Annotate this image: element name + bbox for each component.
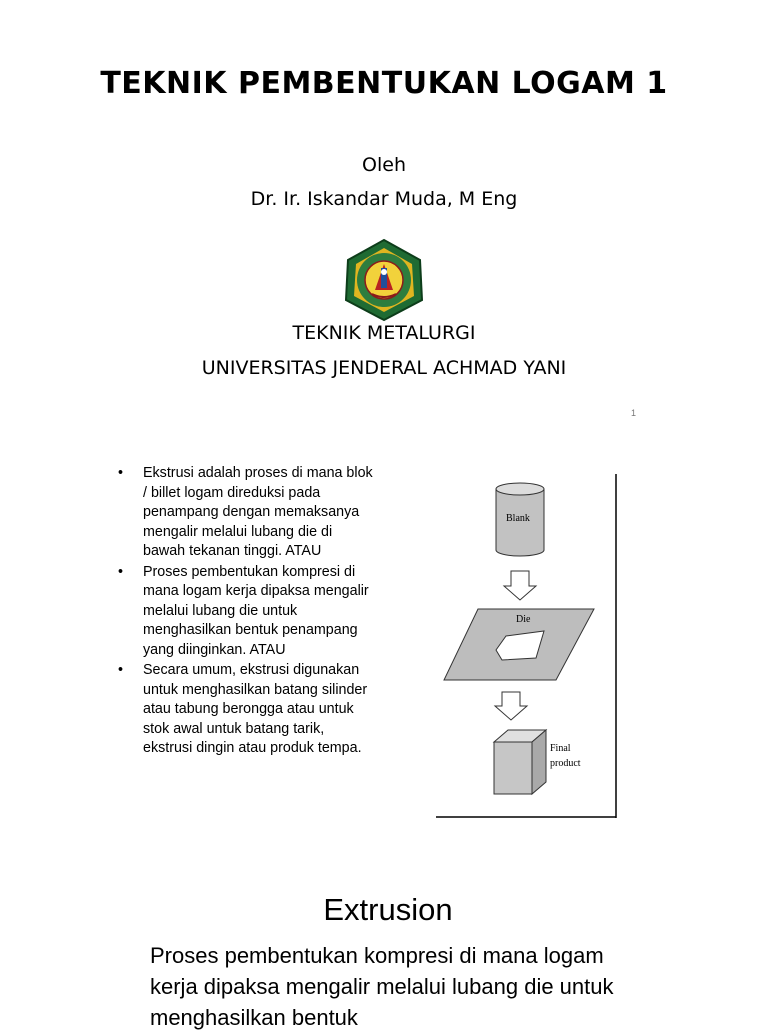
bullet-symbol: • bbox=[118, 563, 124, 580]
university-logo bbox=[342, 238, 426, 322]
down-arrow-icon bbox=[495, 692, 527, 720]
bullet-text: Ekstrusi adalah proses di mana blok / billet logam direduksi pada penampang dengan memaksanya mengalir melalui lubang die di bawah tekanan tinggi. ATAU bbox=[143, 465, 373, 559]
bullet-text: Proses pembentukan kompresi di mana logam kerja dipaksa mengalir melalui lubang die untuk menghasilkan bentuk penampang yang diinginkan. ATAU bbox=[143, 563, 369, 658]
page-number: 1 bbox=[631, 408, 637, 418]
bullet-text: Secara umum, ekstrusi digunakan untuk menghasilkan batang silinder atau tabung berongga atau untuk stok awal untuk batang tarik, ekstrusi dingin atau produk tempa. bbox=[143, 662, 368, 756]
bullet-symbol: • bbox=[118, 465, 124, 481]
section-heading: Extrusion bbox=[323, 892, 453, 927]
list-item bbox=[118, 563, 373, 661]
department-name: TEKNIK METALURGI bbox=[292, 322, 476, 344]
down-arrow-icon bbox=[504, 571, 536, 600]
extrusion-diagram bbox=[436, 474, 618, 820]
body-paragraph: Proses pembentukan kompresi di mana logam kerja dipaksa mengalir melalui lubang die untuk menghasilkan bentuk bbox=[150, 943, 614, 1030]
author-name: Dr. Ir. Iskandar Muda, M Eng bbox=[250, 188, 518, 210]
by-label: Oleh bbox=[362, 154, 406, 176]
list-item bbox=[118, 464, 373, 562]
die-label: Die bbox=[516, 614, 531, 625]
bullet-list bbox=[118, 464, 373, 760]
final-product-icon bbox=[494, 730, 546, 794]
blank-label: Blank bbox=[506, 513, 530, 524]
university-name: UNIVERSITAS JENDERAL ACHMAD YANI bbox=[201, 357, 567, 379]
final-label-line2: product bbox=[550, 758, 581, 769]
bullet-symbol: • bbox=[118, 662, 124, 678]
list-item bbox=[118, 661, 373, 759]
slide-title: TEKNIK PEMBENTUKAN LOGAM 1 bbox=[100, 66, 668, 101]
final-label-line1: Final bbox=[550, 743, 571, 754]
